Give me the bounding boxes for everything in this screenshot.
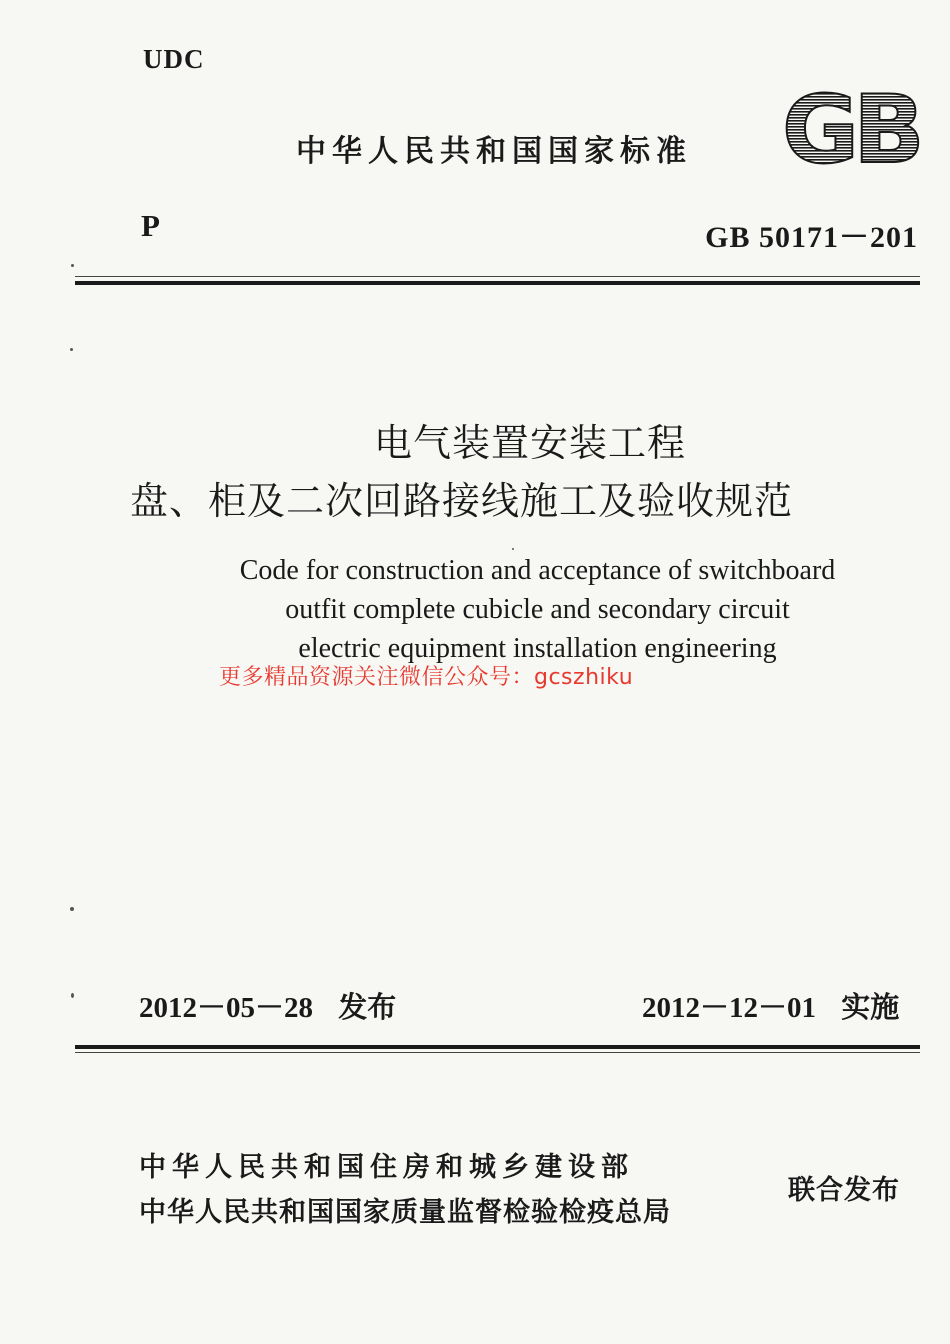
bottom-rule bbox=[75, 1045, 920, 1049]
issuer-aqsiq: 中华人民共和国国家质量监督检验检疫总局 bbox=[139, 1197, 671, 1228]
scan-speck bbox=[71, 993, 74, 998]
standard-number: GB 50171－201 bbox=[705, 221, 918, 254]
effective-date-value: 2012－12－01 bbox=[642, 992, 817, 1024]
top-rule bbox=[75, 281, 920, 285]
scan-speck bbox=[71, 264, 74, 267]
title-english-line2: outfit complete cubicle and secondary circuit bbox=[285, 594, 790, 625]
scan-speck bbox=[512, 548, 514, 550]
title-english-line3: electric equipment installation engineering bbox=[298, 633, 777, 664]
issue-label: 发布 bbox=[338, 990, 397, 1024]
effective-date bbox=[642, 985, 899, 1026]
effective-label: 实施 bbox=[841, 990, 900, 1024]
gb-logo-icon bbox=[778, 84, 950, 168]
scan-speck bbox=[70, 348, 73, 351]
issue-date-value: 2012－05－28 bbox=[139, 992, 314, 1024]
issue-date bbox=[139, 985, 396, 1026]
watermark-text: 更多精品资源关注微信公众号：gcszhiku bbox=[219, 665, 634, 690]
top-rule-thin bbox=[75, 276, 920, 277]
issuer-ministry: 中华人民共和国住房和城乡建设部 bbox=[139, 1152, 634, 1183]
udc-label: UDC bbox=[143, 44, 205, 74]
title-chinese-line2: 盘、柜及二次回路接线施工及验收规范 bbox=[130, 479, 794, 523]
scan-speck bbox=[70, 907, 74, 911]
title-english-line1: Code for construction and acceptance of switchboard bbox=[239, 555, 836, 586]
bottom-rule-thin bbox=[75, 1052, 920, 1053]
national-standard-heading: 中华人民共和国国家标准 bbox=[296, 134, 692, 169]
svg-text:GB: GB bbox=[782, 84, 919, 168]
joint-issue-label: 联合发布 bbox=[788, 1175, 900, 1206]
title-chinese-line1: 电气装置安装工程 bbox=[373, 421, 686, 465]
category-code: P bbox=[141, 208, 160, 243]
